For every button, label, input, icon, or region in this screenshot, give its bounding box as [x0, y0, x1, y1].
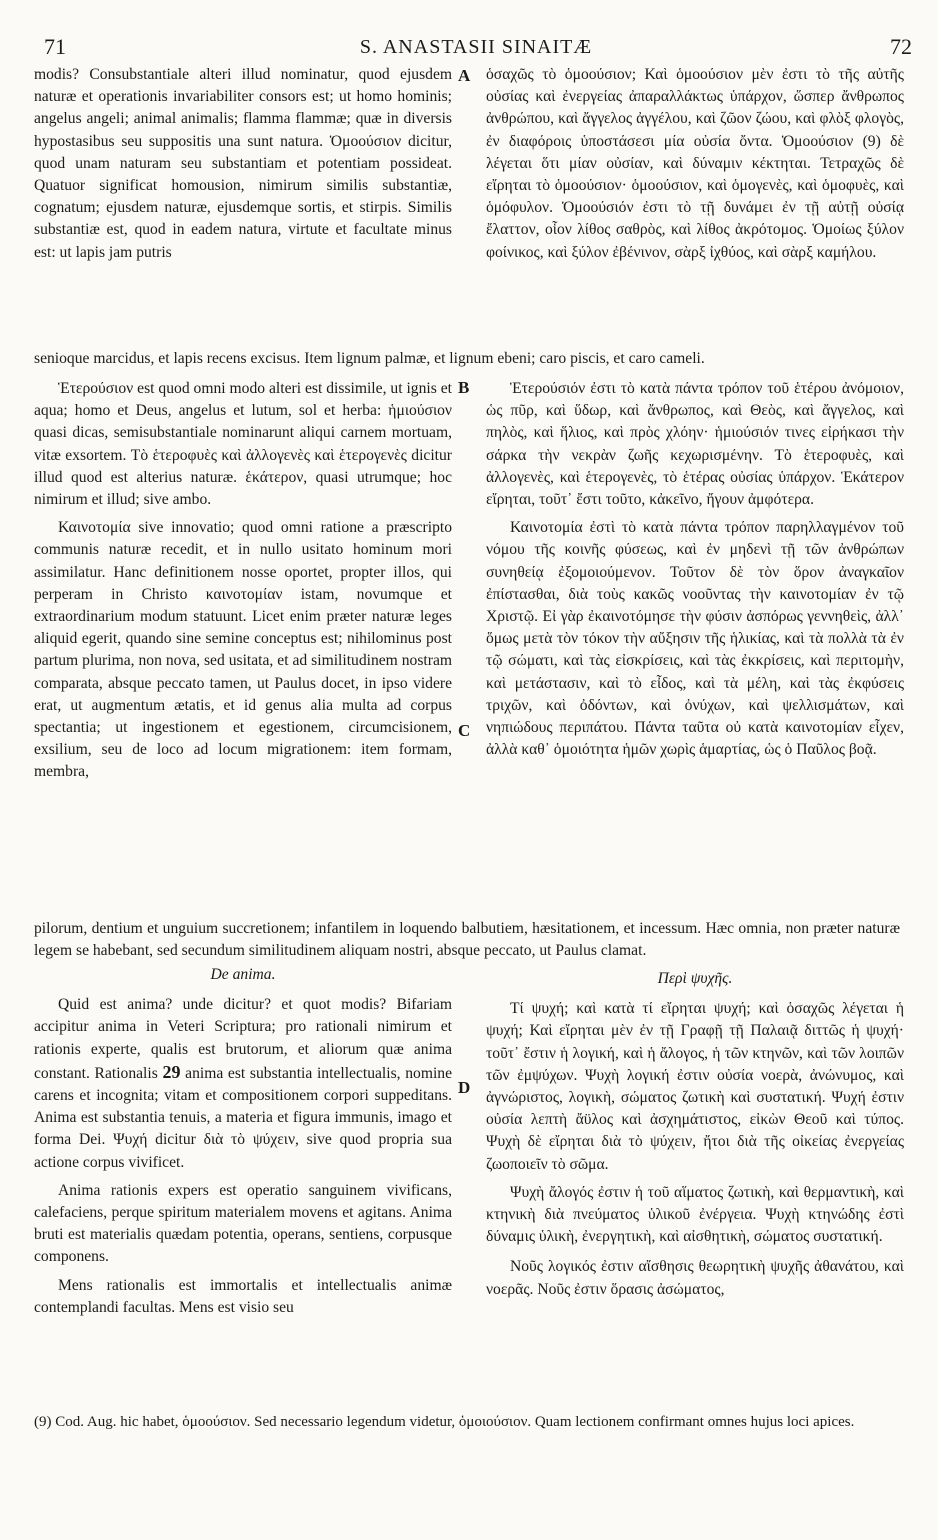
column-number: 29 — [162, 1061, 181, 1082]
latin-column-section-2 — [34, 378, 452, 784]
full-width-text: pilorum, dentium et unguium succretionem; infantilem in loquendo balbutiem, hæsitationem, et incessum. Hæc omnia, non præter naturæ legem se habebant, sed secundum similitudinem aliquam nostri, absque peccato, ut Paulus clamat. — [34, 919, 900, 959]
footnote: (9) Cod. Aug. hic habet, ὁμοούσιον. Sed necessario legendum videtur, ὁμοιούσιον. Quam lectionem confirmant omnes hujus loci apices. — [34, 1414, 855, 1430]
latin-paragraph: Quid est anima? unde dicitur? et quot modis? Bifariam accipitur anima in Veteri Scriptura; pro rationali nimirum et rationis experte, qualis est brutorum, et aliorum quæ anima constant. Rationalis 29 anima est substantia intellectualis, nomine carens et incognita; vitam et compositionem corpori suppeditans. Anima est substantia tenuis, a materia et figura immunis, imago et forma Dei. Ψυχή dicitur διὰ τὸ ψύχειν, sive quod propria sua actione corpus vivificet. — [34, 996, 453, 1171]
latin-column-section-3 — [34, 964, 452, 1319]
greek-paragraph: Ἑτερούσιόν ἐστι τὸ κατὰ πάντα τρόπον τοῦ ἑτέρου ἀνόμοιον, ὡς πῦρ, καὶ ὕδωρ, καὶ ἄνθρωπος, καὶ Θεὸς, καὶ ἄγγελος, καὶ πηλὸς, καὶ ἥλιος, καὶ πρὸς χλόην· ἡμιούσιόν τινες εἰρήκασι τὴν σάρκα τὴν νεκρὰν ζωῆς κεχωρισμένην. Τὸ ἑτεροφυὲς, καὶ ἀλλογενὲς, καὶ ἑτερογενὲς, τὸ ἑτέρας οὐσίας ὑπάρχον. Ἑκάτερον εἴρηται, τοῦτ᾽ ἔστι τοῦτο, κἀκεῖνο, ἤγουν ἀμφότερα. — [486, 380, 904, 509]
greek-paragraph: Ψυχὴ ἄλογός ἐστιν ἡ τοῦ αἵματος ζωτικὴ, καὶ θερμαντικὴ, καὶ κτηνικὴ διὰ πνεύματος ὑλικοῦ ἐνέργεια. Ψυχὴ κτηνώδης ἐστὶ δύναμις ὑλικὴ, ἐνεργητικὴ, καὶ αἰσθητικὴ, σώματος συστατική. — [486, 1183, 904, 1246]
margin-marker-c: C — [458, 721, 471, 740]
running-title: S. ANASTASII SINAITÆ — [359, 36, 593, 58]
page-header — [34, 34, 918, 64]
margin-marker-b: B — [458, 378, 470, 397]
greek-column-section-1 — [486, 64, 904, 264]
latin-paragraph: Anima rationis expers est operatio sanguinem vivificans, calefaciens, perque spiritum materialem movens et agitans. Anima bruti est materialis quædam potentia, operans, sentiens, corpusque componens. — [34, 1181, 452, 1266]
page-number-right: 72 — [890, 34, 912, 59]
latin-paragraph: Ἑτερούσιον est quod omni modo alteri est dissimile, ut ignis et aqua; homo et Deus, angelus et lutum, sol et herba: ἡμιούσιον quasi dicas, semisubstantiale nominarunt aliqui carnem mortuam, vitæ exsortem. Τὸ ἑτεροφυὲς καὶ ἀλλογενὲς καὶ ἑτερογενὲς dicitur illud quod est alterius naturæ. ἑκάτερον, quasi utrumque; hoc nimirum et illud; sive ambo. — [34, 380, 452, 509]
margin-marker-d: D — [458, 1078, 471, 1097]
greek-paragraph: Νοῦς λογικός ἐστιν αἴσθησις θεωρητικὴ ψυχῆς ἀθανάτου, καὶ νοερᾶς. Νοῦς ἐστιν ὅρασις ἀσώματος, — [486, 1258, 904, 1298]
greek-paragraph: Καινοτομία ἐστὶ τὸ κατὰ πάντα τρόπον παρηλλαγμένον τοῦ νόμου τῆς κοινῆς φύσεως, καὶ ἐν μηδενὶ τῇ τῶν ἀνθρώπων συνηθείᾳ ἐξομοιούμενον. Τοῦτον δὲ τὸν ὅρον ἀναγκαῖον ἐπίστασθαι, διὰ τοὺς κακῶς νοοῦντας τὴν καινοτομίαν ἐν τῷ Χριστῷ. Εἰ γὰρ ἐκαινοτόμησε τὴν φύσιν ἀσπόρως γεννηθεὶς, ἀλλ᾽ ὅμως μετὰ τὸν τόκον τὴν αὔξησιν τῆς ἡλικίας, καὶ τὰ πολλὰ τὰ ἐν τῷ σώματι, καὶ τὰς εἰσκρίσεις, καὶ τὰς ἐκκρίσεις, καὶ περιτομὴν, καὶ μετάστασιν, καὶ τὸ εἶδος, καὶ τὰ μέλη, καὶ τὰς ἐκφύσεις τριχῶν, καὶ ὀδόντων, καὶ ὀνύχων, καὶ ψελλισμάτων, καὶ νηπιώδους περιπάτου. Πάντα ταῦτα οὐ κατὰ καινοτομίαν εἶχεν, ἀλλὰ καθ᾽ ὁμοιότητα ἡμῶν χωρὶς ἁμαρτίας, ὡς ὁ Παῦλος βοᾷ. — [486, 519, 904, 759]
latin-paragraph: Καινοτομία sive innovatio; quod omni ratione a præscripto communis naturæ recedit, et in nullo usitato hominum mori assimilatur. Hanc definitionem nosse oportet, propter illos, qui perperam in Christo καινοτομίαν istam, novumque et extraordinarium modum statuunt. Licet enim præter naturæ leges aliquid egerit, quando sine semine conceptus est; nihilominus post partum plurima, non nova, sed usitata, et ad similitudinem nostram comparata, absque peccato tamen, ut Paulus docet, in ipso videre erat, ut augmentum ætatis, et id genus alia multa ad corpus spectantia; ut ingestionem et egestionem, circumcisionem, exsilium, seu de loco ad locum migrationem: item formam, membra, — [34, 519, 452, 781]
latin-paragraph: modis? Consubstantiale alteri illud nominatur, quod ejusdem naturæ et operationis invariabiliter consors est; ut homo hominis; angelus angeli; animal animalis; flamma flammæ; quæ in diversis hypostasibus seu suppositis una sunt natura. Ὁμοούσιον dicitur, quod unam naturam seu substantiam et potentiam possideat. Quatuor significat homousion, nimirum similis substantiæ, cognatum; ejusdem naturæ, ejusdemque sortis, et stirpis. Similis substantiæ est, quod in eadem natura, virtute et facultate minus est: ut lapis jam putris — [34, 66, 452, 261]
latin-paragraph: Mens rationalis est immortalis et intellectualis animæ contemplandi facultas. Mens est visio seu — [34, 1276, 452, 1316]
greek-paragraph: Τί ψυχή; καὶ κατὰ τί εἴρηται ψυχή; καὶ ὁσαχῶς λέγεται ἡ ψυχή; Καὶ εἴρηται μὲν ἐν τῇ Γραφῇ τῇ Παλαιᾷ διττῶς ἡ ψυχή· τοῦτ᾽ ἔστιν ἡ λογική, καὶ ἡ ἄλογος, ἡ τῶν κτηνῶν, καὶ τῶν λοιπῶν τῶν ἐμψύχων. Ψυχὴ λογική ἐστιν οὐσία νοερὰ, ἀνώνυμος, καὶ ἀγνώριστος, λογικὴ, σώματος ζωτικὴ καὶ συστατική. Ψυχή ἐστιν οὐσία λεπτὴ ἄϋλος καὶ ἀσχημάτιστος, εἰκὼν Θεοῦ καὶ τύπος. Ψυχὴ δὲ εἴρηται διὰ τὸ ψύχειν, ἤτοι διὰ τῆς οἰκείας ἐνεργείας ζωοποιεῖν τὸ σῶμα. — [486, 1000, 904, 1173]
latin-column-section-1 — [34, 64, 452, 264]
latin-section-heading: De anima. — [210, 966, 276, 983]
greek-column-section-3 — [486, 968, 904, 1301]
page-number-left: 71 — [44, 34, 66, 59]
greek-paragraph: ὁσαχῶς τὸ ὁμοούσιον; Καὶ ὁμοούσιον μὲν ἐστι τὸ τῆς αὐτῆς οὐσίας καὶ ἐνεργείας ἀπαραλλάκτως ὑπάρχον, ὥσπερ ἄνθρωπος ἀνθρώπου, καὶ ἄγγελος ἀγγέλου, καὶ ζῶον ζώου, καὶ φλὸξ φλογὸς, ἐν διαφόροις ὑποστάσεσι μία οὐσία ὄντα. Ὁμοούσιον (9) δὲ λέγεται ὅτι μίαν οὐσίαν, καὶ δύναμιν κέκτηται. Τετραχῶς δὲ εἴρηται τὸ ὁμοούσιον· ὁμοούσιον, καὶ ὁμογενὲς, καὶ ὁμοφυὲς, καὶ ὁμόφυλον. Ὁμοούσιόν ἐστι τὸ τῇ δυνάμει ἐν τῇ αὐτῇ οὐσίᾳ ἔλαττον, οἷον λίθος σαθρὸς, καὶ λίθος ἀκρότομος. Ὁμοίως ξύλον φοίνικος, καὶ ξύλον ἐβένινον, σὰρξ ἰχθύος, καὶ σὰρξ καμήλου. — [486, 66, 904, 261]
greek-section-heading: Περὶ ψυχῆς. — [657, 970, 733, 987]
full-width-text: senioque marcidus, et lapis recens excisus. Item lignum palmæ, et lignum ebeni; caro piscis, et caro cameli. — [34, 349, 705, 367]
greek-column-section-2 — [486, 378, 904, 761]
margin-marker-a: A — [458, 66, 471, 85]
